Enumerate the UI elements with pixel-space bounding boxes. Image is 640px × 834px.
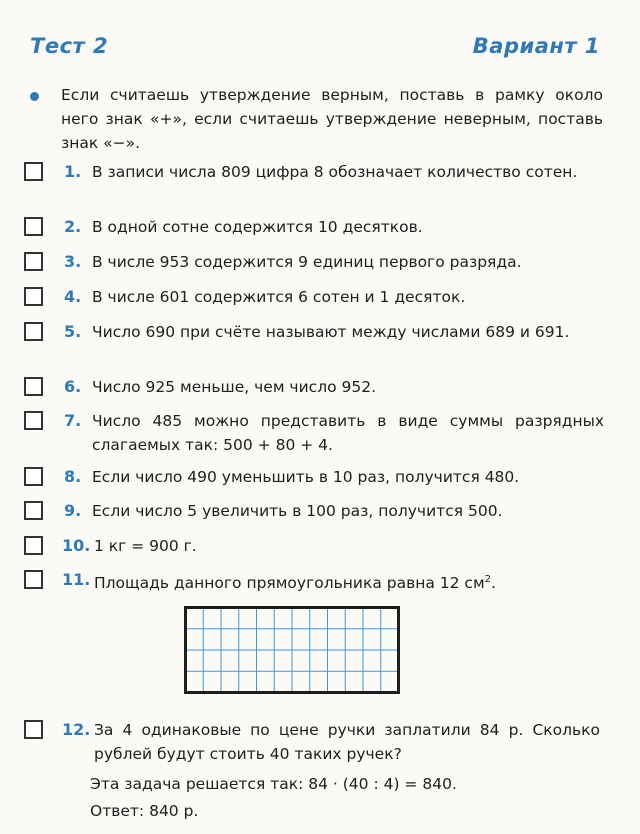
- item-number: 5.: [64, 322, 82, 341]
- superscript: 2: [484, 574, 492, 585]
- item-text: За 4 одинаковые по цене ручки заплатили 84 р. Сколько рублей будут стоить 40 таких ручек?: [94, 721, 600, 763]
- item-text: [94, 568, 608, 595]
- item-text: Число 690 при счёте называют между числами 689 и 691.: [92, 323, 570, 341]
- answer-checkbox[interactable]: [24, 162, 43, 181]
- item-text-main: Площадь данного прямоугольника равна 12 см: [94, 574, 485, 593]
- item-number: 10.: [62, 536, 91, 555]
- answer-checkbox[interactable]: [24, 720, 43, 739]
- instruction-text: Если считаешь утверждение верным, поставь в рамку около него знак «+», если считаешь утверждение неверным, поставь знак «−».: [61, 86, 603, 152]
- item-text: Число 485 можно представить в виде суммы разрядных слагаемых так: 500 + 80 + 4.: [92, 412, 604, 454]
- rectangle-grid: [184, 606, 400, 694]
- variant-label: Вариант 1: [472, 34, 600, 58]
- item-number: 4.: [64, 287, 82, 306]
- item-number: 11.: [62, 570, 91, 589]
- answer-checkbox[interactable]: [24, 536, 43, 555]
- answer-checkbox[interactable]: [24, 377, 43, 396]
- item-number: 6.: [64, 377, 82, 396]
- answer-checkbox[interactable]: [24, 570, 43, 589]
- item-number: 8.: [64, 467, 82, 486]
- answer-checkbox[interactable]: [24, 501, 43, 520]
- answer-checkbox[interactable]: [24, 467, 43, 486]
- item-number: 2.: [64, 217, 82, 236]
- item-text: Если число 5 увеличить в 100 раз, получится 500.: [92, 502, 503, 520]
- item-number: 1.: [64, 162, 82, 181]
- item-number: 12.: [62, 720, 91, 739]
- item-text: Если число 490 уменьшить в 10 раз, получится 480.: [92, 468, 520, 486]
- item-text: В записи числа 809 цифра 8 обозначает количество сотен.: [92, 163, 578, 181]
- item-text: В числе 601 содержится 6 сотен и 1 десяток.: [92, 288, 466, 306]
- answer-checkbox[interactable]: [24, 322, 43, 341]
- item-number: 3.: [64, 252, 82, 271]
- item-text: В числе 953 содержится 9 единиц первого разряда.: [92, 253, 522, 271]
- answer-checkbox[interactable]: [24, 252, 43, 271]
- item-text-tail: .: [491, 574, 496, 593]
- item-number: 7.: [64, 411, 82, 430]
- grid-lines: [186, 608, 399, 693]
- solution-line: Эта задача решается так: 84 · (40 : 4) = 840.: [90, 775, 457, 793]
- answer-line: Ответ: 840 р.: [90, 802, 199, 820]
- item-text: В одной сотне содержится 10 десятков.: [92, 218, 423, 236]
- test-label: Тест 2: [30, 34, 109, 58]
- answer-checkbox[interactable]: [24, 411, 43, 430]
- item-number: 9.: [64, 501, 82, 520]
- item-text: 1 кг = 900 г.: [94, 537, 197, 555]
- item-text: Число 925 меньше, чем число 952.: [92, 378, 377, 396]
- answer-checkbox[interactable]: [24, 287, 43, 306]
- answer-checkbox[interactable]: [24, 217, 43, 236]
- bullet-icon: [30, 92, 39, 101]
